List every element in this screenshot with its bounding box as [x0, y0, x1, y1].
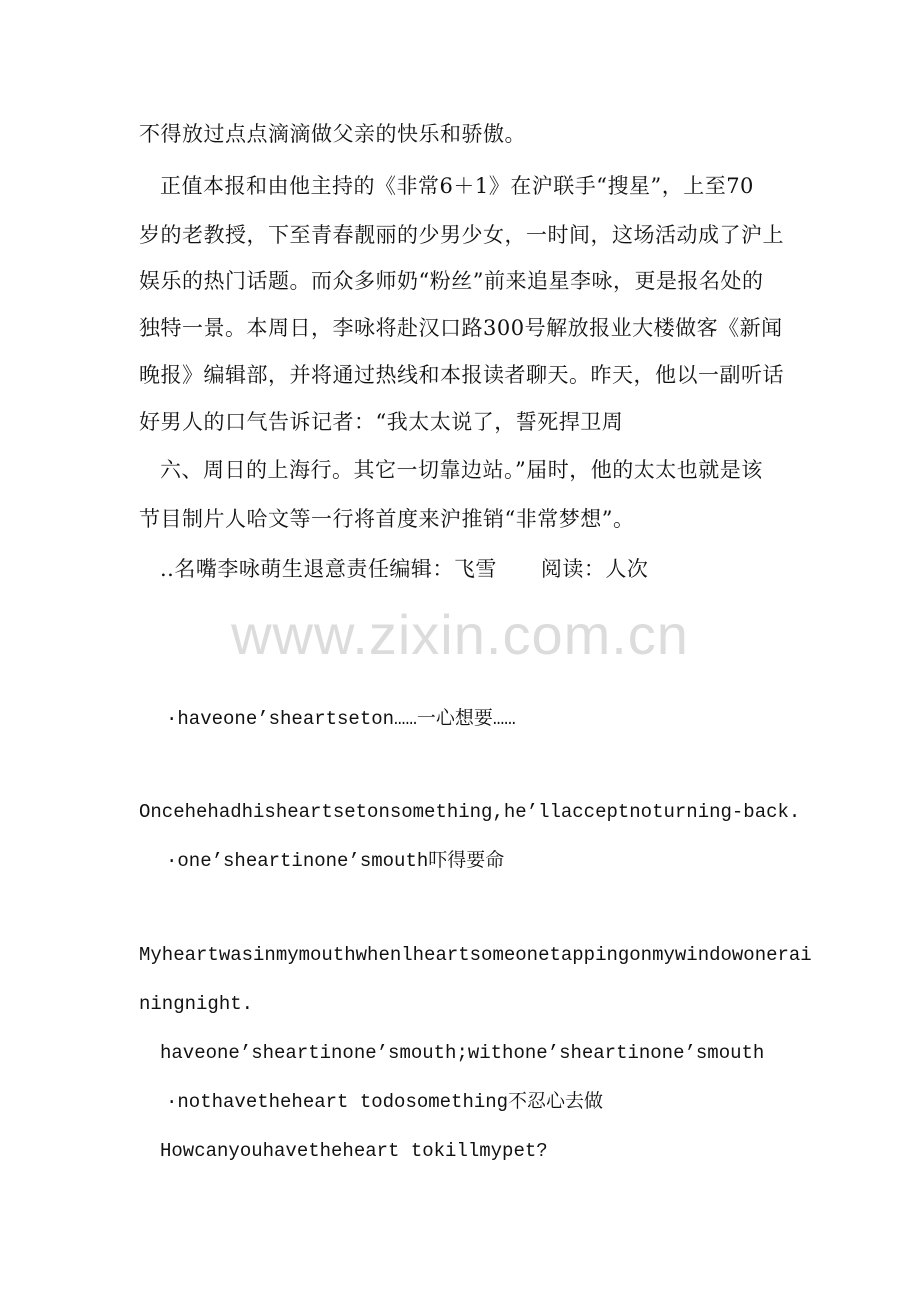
phrase-heading-1: ·haveone’sheartseton……一心想要……: [166, 708, 516, 730]
example-sentence-1: Oncehehadhisheartsetonsomething,he’llacceptnoturning-back.: [139, 801, 801, 823]
phrase-heading-2: ·one’sheartinone’smouth吓得要命: [166, 850, 505, 872]
text-line-4: 娱乐的热门话题。而众多师奶“粉丝”前来追星李咏，更是报名处的: [139, 269, 764, 293]
example-sentence-2-cont: ningnight.: [139, 993, 254, 1015]
phrase-variant-2: haveone’sheartinone’smouth;withone’sheartinone’smouth: [160, 1042, 765, 1064]
byline: [160, 555, 648, 583]
phrase-heading-3: ·nothavetheheart todosomething不忍心去做: [166, 1091, 604, 1113]
example-sentence-2: Myheartwasinmymouthwhenlheartsomeonetappingonmywindowonerai: [139, 944, 812, 966]
text-line-2: 正值本报和由他主持的《非常6＋1》在沪联手“搜星”，上至70: [160, 174, 754, 198]
text-line-9: 节目制片人哈文等一行将首度来沪推销“非常梦想”。: [139, 507, 635, 531]
example-sentence-3: Howcanyouhavetheheart tokillmypet?: [160, 1140, 548, 1162]
byline-editor: ..名嘴李咏萌生退意责任编辑：飞雪: [160, 557, 497, 581]
text-line-8: 六、周日的上海行。其它一切靠边站。”届时，他的太太也就是该: [160, 458, 763, 482]
watermark: www.zixin.com.cn: [231, 603, 689, 666]
byline-reads: 阅读：人次: [540, 557, 649, 581]
text-line-6: 晚报》编辑部，并将通过热线和本报读者聊天。昨天，他以一副听话: [139, 363, 784, 387]
text-line-7: 好男人的口气告诉记者：“我太太说了，誓死捍卫周: [139, 410, 624, 434]
text-line-5: 独特一景。本周日，李咏将赴汉口路300号解放报业大楼做客《新闻: [139, 316, 783, 340]
text-line-3: 岁的老教授，下至青春靓丽的少男少女，一时间，这场活动成了沪上: [139, 223, 784, 247]
text-line-1: 不得放过点点滴滴做父亲的快乐和骄傲。: [139, 122, 526, 146]
